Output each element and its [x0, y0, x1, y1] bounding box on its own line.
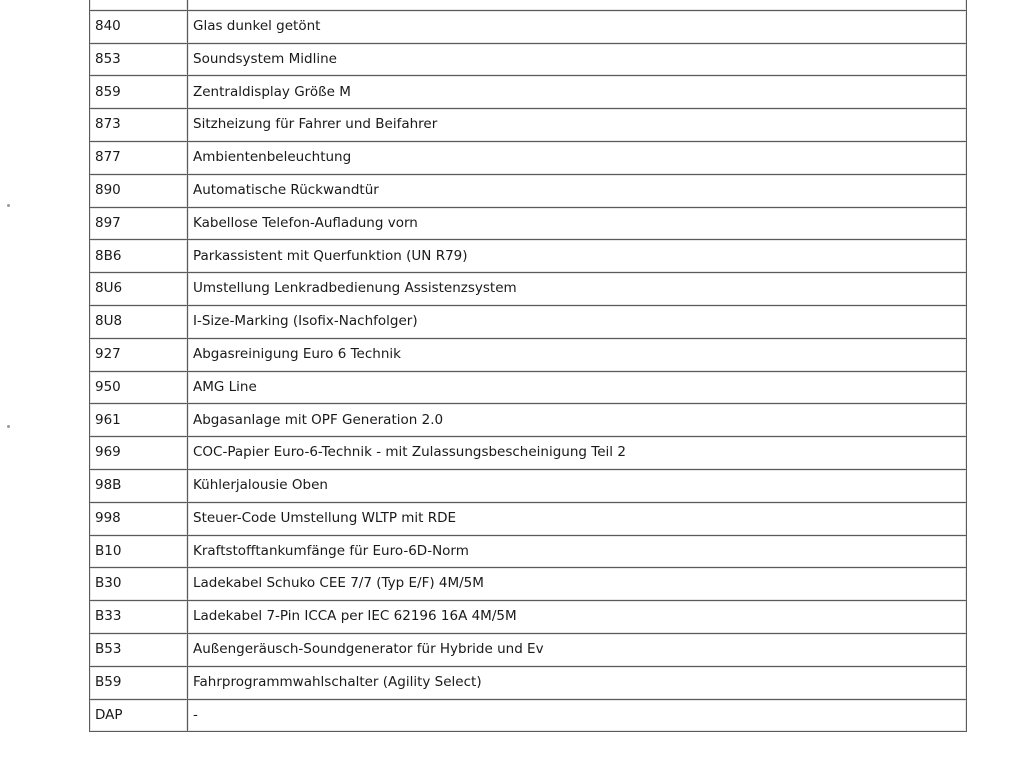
- equipment-description-cell: Ladekabel Schuko CEE 7/7 (Typ E/F) 4M/5M: [187, 567, 967, 600]
- table-row: [89, 567, 967, 600]
- equipment-description-cell: Fahrprogrammwahlschalter (Agility Select): [187, 666, 967, 699]
- equipment-description-cell: Abgasreinigung Euro 6 Technik: [187, 338, 967, 371]
- equipment-description-cell: Kabellose Telefon-Aufladung vorn: [187, 207, 967, 240]
- table-row: [89, 108, 967, 141]
- equipment-description-cell: Ladekabel 7-Pin ICCA per IEC 62196 16A 4M/5M: [187, 600, 967, 633]
- equipment-code-cell: 961: [89, 403, 187, 436]
- equipment-code-cell: 998: [89, 502, 187, 535]
- equipment-code-cell: B10: [89, 535, 187, 568]
- equipment-code-cell: 890: [89, 174, 187, 207]
- equipment-code-cell: 927: [89, 338, 187, 371]
- table-row: [89, 43, 967, 76]
- equipment-code-cell: 853: [89, 43, 187, 76]
- equipment-description-cell: Soundsystem Midline: [187, 43, 967, 76]
- table-row: [89, 436, 967, 469]
- equipment-description-cell: Sitzheizung für Fahrer und Beifahrer: [187, 108, 967, 141]
- equipment-code-cell: 877: [89, 141, 187, 174]
- table-row: [89, 699, 967, 733]
- equipment-code-table-container: [89, 0, 967, 732]
- equipment-code-cell: B33: [89, 600, 187, 633]
- equipment-description-cell: Parkassistent mit Querfunktion (UN R79): [187, 239, 967, 272]
- equipment-code-cell: B59: [89, 666, 187, 699]
- equipment-code-table: [89, 0, 967, 732]
- scan-dot-mark: [7, 425, 10, 428]
- table-row: [89, 633, 967, 666]
- equipment-description-cell: COC-Papier Euro-6-Technik - mit Zulassungsbescheinigung Teil 2: [187, 436, 967, 469]
- table-row: [89, 239, 967, 272]
- table-row: [89, 75, 967, 108]
- equipment-description-cell: AMG Line: [187, 371, 967, 404]
- table-row: [89, 469, 967, 502]
- table-row: [89, 371, 967, 404]
- equipment-code-cell: B30: [89, 567, 187, 600]
- table-row: [89, 502, 967, 535]
- equipment-code-cell: DAP: [89, 699, 187, 733]
- equipment-description-cell: Ambientenbeleuchtung: [187, 141, 967, 174]
- equipment-description-cell: Außengeräusch-Soundgenerator für Hybride und Ev: [187, 633, 967, 666]
- equipment-code-cell: 98B: [89, 469, 187, 502]
- equipment-code-cell: 8U6: [89, 272, 187, 305]
- equipment-code-cell: 8B6: [89, 239, 187, 272]
- equipment-description-cell: Automatische Rückwandtür: [187, 174, 967, 207]
- table-row: [89, 174, 967, 207]
- equipment-code-cell: 897: [89, 207, 187, 240]
- equipment-code-cell: 950: [89, 371, 187, 404]
- equipment-code-cell: 859: [89, 75, 187, 108]
- equipment-description-cell: Zentraldisplay Größe M: [187, 75, 967, 108]
- equipment-description-cell: Kraftstofftankumfänge für Euro-6D-Norm: [187, 535, 967, 568]
- equipment-description-cell: Glas dunkel getönt: [187, 10, 967, 43]
- table-row: [89, 600, 967, 633]
- equipment-code-cell: 8U8: [89, 305, 187, 338]
- table-row: [89, 338, 967, 371]
- table-row: [89, 403, 967, 436]
- equipment-code-cell: 969: [89, 436, 187, 469]
- table-body: [89, 0, 967, 732]
- scan-dot-mark: [7, 204, 10, 207]
- equipment-code-cell: [89, 0, 187, 10]
- table-row: [89, 207, 967, 240]
- table-row: [89, 0, 967, 10]
- equipment-description-cell: -: [187, 699, 967, 733]
- table-row: [89, 10, 967, 43]
- equipment-description-cell: Umstellung Lenkradbedienung Assistenzsystem: [187, 272, 967, 305]
- equipment-code-cell: B53: [89, 633, 187, 666]
- equipment-description-cell: I-Size-Marking (Isofix-Nachfolger): [187, 305, 967, 338]
- equipment-code-cell: 873: [89, 108, 187, 141]
- table-row: [89, 141, 967, 174]
- table-row: [89, 535, 967, 568]
- equipment-description-cell: [187, 0, 967, 10]
- equipment-code-cell: 840: [89, 10, 187, 43]
- table-row: [89, 666, 967, 699]
- equipment-description-cell: Kühlerjalousie Oben: [187, 469, 967, 502]
- equipment-description-cell: Abgasanlage mit OPF Generation 2.0: [187, 403, 967, 436]
- equipment-description-cell: Steuer-Code Umstellung WLTP mit RDE: [187, 502, 967, 535]
- table-row: [89, 272, 967, 305]
- table-row: [89, 305, 967, 338]
